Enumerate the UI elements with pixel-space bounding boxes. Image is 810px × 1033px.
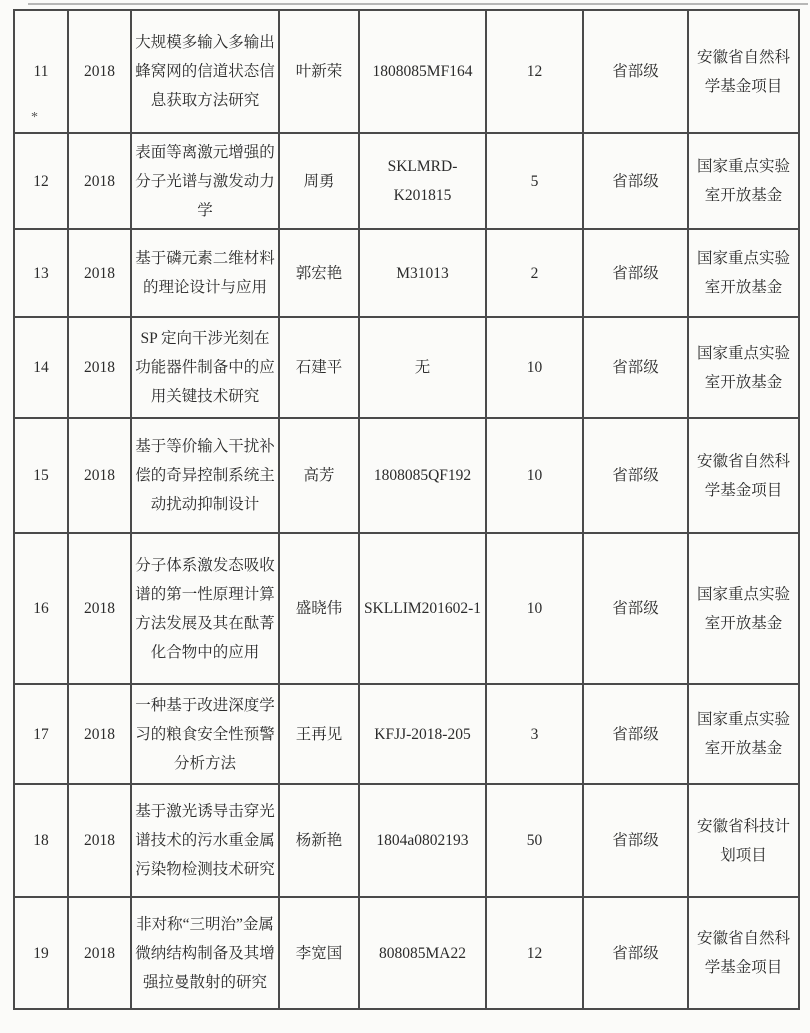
cell-level: 省部级 (583, 133, 688, 229)
cell-no: 14 (14, 317, 68, 418)
table-row (14, 317, 799, 418)
cell-level: 省部级 (583, 533, 688, 684)
cell-amount: 10 (486, 317, 583, 418)
cell-code: SKLMRD-K201815 (359, 133, 486, 229)
cell-year: 2018 (68, 10, 131, 133)
cell-no: 15 (14, 418, 68, 533)
cell-title: 非对称“三明治”金属微纳结构制备及其增强拉曼散射的研究 (131, 897, 279, 1009)
cell-source: 国家重点实验室开放基金 (688, 317, 799, 418)
cell-amount: 12 (486, 10, 583, 133)
cell-level: 省部级 (583, 10, 688, 133)
cell-amount: 10 (486, 418, 583, 533)
cell-amount: 3 (486, 684, 583, 784)
cell-no: 12 (14, 133, 68, 229)
cell-amount: 10 (486, 533, 583, 684)
cell-level: 省部级 (583, 784, 688, 897)
scan-noise-mark: * (31, 110, 38, 125)
cell-no: 18 (14, 784, 68, 897)
cell-year: 2018 (68, 684, 131, 784)
cell-year: 2018 (68, 897, 131, 1009)
cell-person: 盛晓伟 (279, 533, 359, 684)
table-row (14, 533, 799, 684)
cell-year: 2018 (68, 784, 131, 897)
cell-no: 11 (14, 10, 68, 133)
cell-no: 17 (14, 684, 68, 784)
cell-amount: 5 (486, 133, 583, 229)
cell-code: 808085MA22 (359, 897, 486, 1009)
cell-code: KFJJ-2018-205 (359, 684, 486, 784)
cell-source: 安徽省自然科学基金项目 (688, 10, 799, 133)
cell-level: 省部级 (583, 418, 688, 533)
cell-person: 高芳 (279, 418, 359, 533)
cell-source: 安徽省自然科学基金项目 (688, 897, 799, 1009)
cell-person: 王再见 (279, 684, 359, 784)
table-row (14, 784, 799, 897)
table-row (14, 133, 799, 229)
cell-person: 叶新荣 (279, 10, 359, 133)
cell-level: 省部级 (583, 897, 688, 1009)
cell-year: 2018 (68, 533, 131, 684)
cell-person: 杨新艳 (279, 784, 359, 897)
table-row (14, 229, 799, 317)
research-projects-table (13, 9, 800, 1010)
cell-title: 分子体系激发态吸收谱的第一性原理计算方法发展及其在酞菁化合物中的应用 (131, 533, 279, 684)
cell-amount: 2 (486, 229, 583, 317)
cell-no: 13 (14, 229, 68, 317)
cell-title: 大规模多输入多输出蜂窝网的信道状态信息获取方法研究 (131, 10, 279, 133)
cell-year: 2018 (68, 317, 131, 418)
cell-code: 1808085QF192 (359, 418, 486, 533)
cell-title: 基于激光诱导击穿光谱技术的污水重金属污染物检测技术研究 (131, 784, 279, 897)
cell-title: 表面等离激元增强的分子光谱与激发动力学 (131, 133, 279, 229)
cell-level: 省部级 (583, 229, 688, 317)
cell-source: 国家重点实验室开放基金 (688, 133, 799, 229)
cell-person: 石建平 (279, 317, 359, 418)
cell-year: 2018 (68, 229, 131, 317)
cell-level: 省部级 (583, 317, 688, 418)
cell-title: SP 定向干涉光刻在功能器件制备中的应用关键技术研究 (131, 317, 279, 418)
cell-title: 基于磷元素二维材料的理论设计与应用 (131, 229, 279, 317)
table-row (14, 897, 799, 1009)
cell-year: 2018 (68, 133, 131, 229)
cell-code: SKLLIM201602-1 (359, 533, 486, 684)
cell-source: 国家重点实验室开放基金 (688, 533, 799, 684)
cell-source: 安徽省自然科学基金项目 (688, 418, 799, 533)
cell-year: 2018 (68, 418, 131, 533)
cell-source: 安徽省科技计划项目 (688, 784, 799, 897)
projects-table-body (14, 10, 799, 1009)
cell-no: 16 (14, 533, 68, 684)
cell-amount: 50 (486, 784, 583, 897)
cell-person: 郭宏艳 (279, 229, 359, 317)
cell-no: 19 (14, 897, 68, 1009)
cell-amount: 12 (486, 897, 583, 1009)
cell-code: 1804a0802193 (359, 784, 486, 897)
cell-level: 省部级 (583, 684, 688, 784)
cell-code: 1808085MF164 (359, 10, 486, 133)
cell-source: 国家重点实验室开放基金 (688, 684, 799, 784)
cell-code: M31013 (359, 229, 486, 317)
cell-source: 国家重点实验室开放基金 (688, 229, 799, 317)
scan-edge-line (28, 3, 808, 5)
cell-title: 一种基于改进深度学习的粮食安全性预警分析方法 (131, 684, 279, 784)
cell-person: 周勇 (279, 133, 359, 229)
table-row (14, 418, 799, 533)
cell-title: 基于等价输入干扰补偿的奇异控制系统主动扰动抑制设计 (131, 418, 279, 533)
cell-code: 无 (359, 317, 486, 418)
cell-person: 李宽国 (279, 897, 359, 1009)
table-row (14, 684, 799, 784)
table-row (14, 10, 799, 133)
